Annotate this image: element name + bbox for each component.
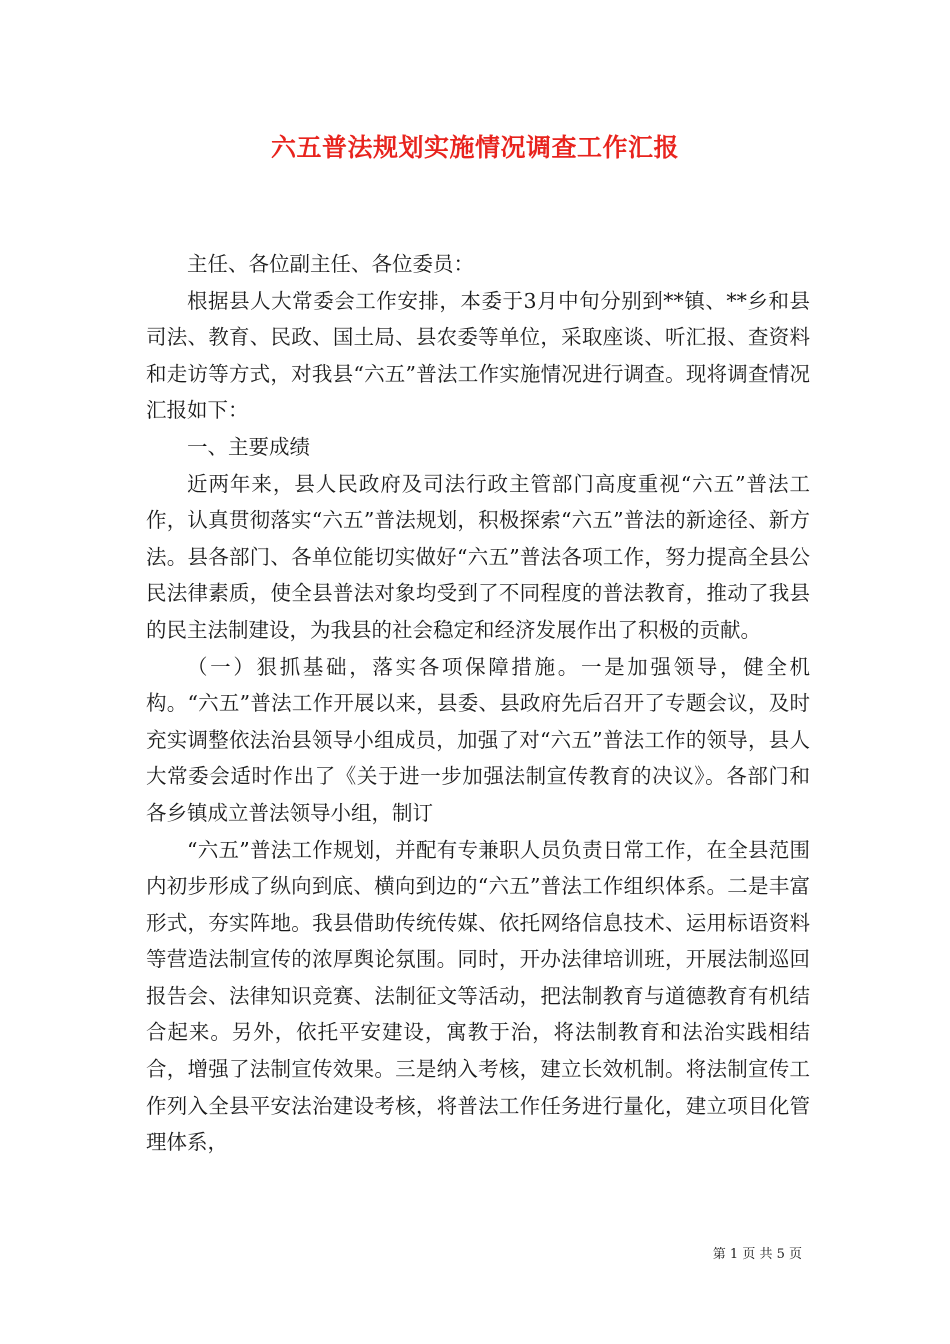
body-paragraph: “六五”普法工作规划，并配有专兼职人员负责日常工作，在全县范围内初步形成了纵向到底、横向到边的“六五”普法工作组织体系。二是丰富形式，夯实阵地。我县借助传统传媒、依托网络信息技术、运用标语资料等营造法制宣传的浓厚舆论氛围。同时，开办法律培训班，开展法制巡回报告会、法律知识竞赛、法制征文等活动，把法制教育与道德教育有机结合起来。另外，依托平安建设，寓教于治，将法制教育和法治实践相结合，增强了法制宣传效果。三是纳入考核，建立长效机制。将法制宣传工作列入全县平安法治建设考核，将普法工作任务进行量化，建立项目化管理体系，	[146, 837, 810, 1155]
document-title: 六五普法规划实施情况调查工作汇报	[270, 133, 679, 162]
body-paragraph: （一）狠抓基础，落实各项保障措施。一是加强领导，健全机构。“六五”普法工作开展以来，县委、县政府先后召开了专题会议，及时充实调整依法治县领导小组成员，加强了对“六五”普法工作的领导，县人大常委会适时作出了《关于进一步加强法制宣传教育的决议》。各部门和各乡镇成立普法领导小组，制订	[146, 654, 810, 825]
body-paragraph: 近两年来，县人民政府及司法行政主管部门高度重视“六五”普法工作，认真贯彻落实“六五”普法规划，积极探索“六五”普法的新途径、新方法。县各部门、各单位能切实做好“六五”普法各项工作，努力提高全县公民法律素质，使全县普法对象均受到了不同程度的普法教育，推动了我县的民主法制建设，为我县的社会稳定和经济发展作出了积极的贡献。	[146, 471, 810, 642]
salutation-paragraph: 主任、各位副主任、各位委员：	[187, 252, 474, 276]
intro-paragraph: 根据县人大常委会工作安排，本委于3月中旬分别到**镇、**乡和县司法、教育、民政、国土局、县农委等单位，采取座谈、听汇报、查资料和走访等方式，对我县“六五”普法工作实施情况进行调查。现将调查情况汇报如下：	[146, 288, 810, 423]
page-number-footer: 第 1 页 共 5 页	[712, 1247, 802, 1262]
section-heading: 一、主要成绩	[187, 434, 310, 459]
document-body	[146, 246, 810, 1161]
